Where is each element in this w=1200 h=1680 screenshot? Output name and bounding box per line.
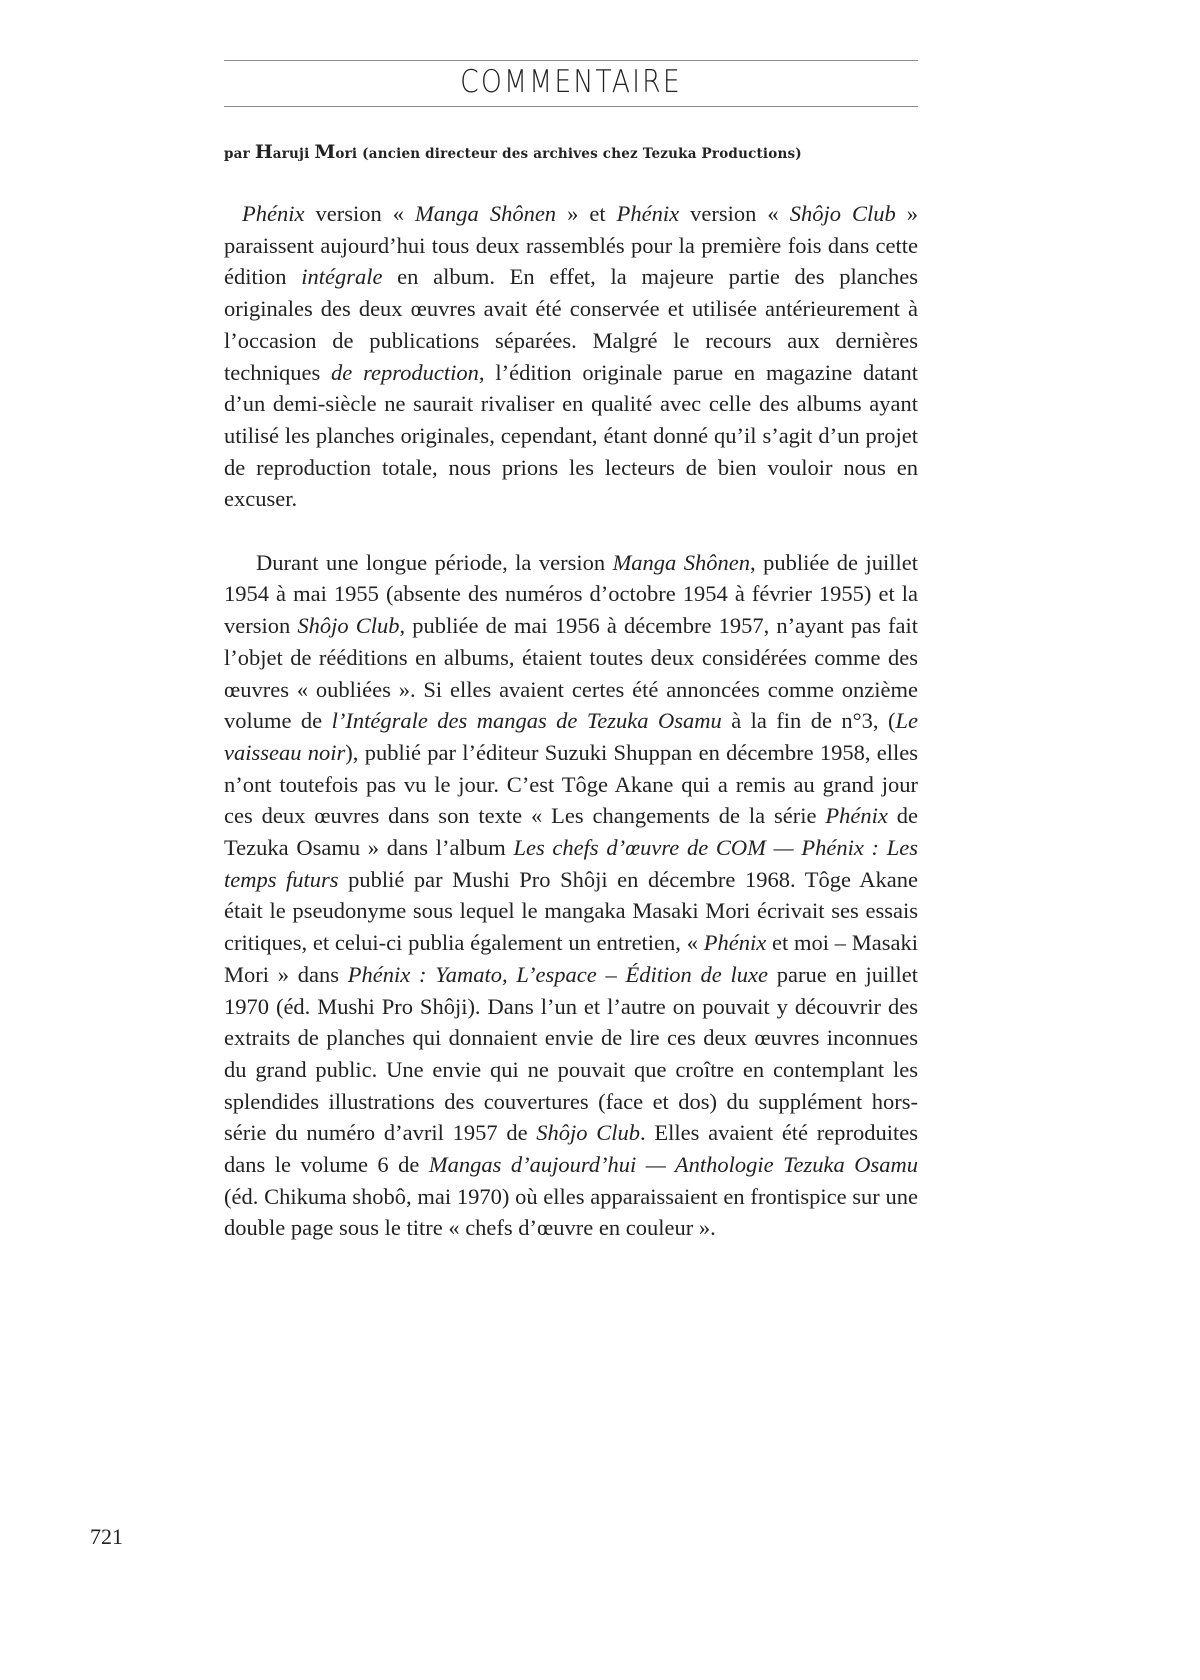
text-run: version « [304, 201, 416, 226]
italic-title: Shôjo Club [297, 613, 400, 639]
header-bottom-rule [224, 106, 918, 107]
italic-title: Phénix [825, 803, 888, 829]
paragraph-1 [224, 198, 918, 515]
byline-name-1: aruji [272, 146, 315, 162]
italic-title: Phénix : Yamato, L’espace – Édition de luxe [347, 961, 768, 987]
text-run: » et [556, 201, 617, 226]
header-top-rule [224, 60, 918, 61]
italic-title: intégrale [301, 264, 383, 290]
body-text [224, 198, 918, 1244]
text-run: ), publié par l’éditeur Suzuki Shuppan en décembre 1958, elles n’ont toutefois pas vu le jour. C’est Tôge Akane qui a remis au grand jour ces deux œuvres dans son texte « Les changements de la série [224, 739, 918, 829]
italic-title: Phénix [242, 201, 305, 226]
text-run: , l’édition originale parue en magazine datant d’un demi-siècle ne saurait rivaliser en qualité avec celle des albums ayant utilisé les planches originales, cependant, étant donné qu’il s’agit d’un projet de reproduction totale, nous prions les lecteurs de bien vouloir nous en excuser. [224, 359, 918, 512]
byline-initial-1: H [254, 141, 273, 163]
text-run: , publiée de juillet 1954 à mai 1955 (absente des numéros d’octobre 1954 à février 1955) et la version [224, 549, 918, 639]
text-run: publié par Mushi Pro Shôji en décembre 1968. Tôge Akane était le pseudonyme sous lequel le mangaka Masaki Mori écrivait ses essais critiques, et celui-ci publia également un entretien, « [224, 866, 918, 956]
text-run: , publiée de mai 1956 à décembre 1957, n’ayant pas fait l’objet de rééditions en albums, étaient toutes deux considérées comme des œuvres « oubliées ». Si elles avaient certes été annoncées comme onzième volume de [224, 613, 918, 734]
text-run: et moi – Masaki Mori » dans [224, 930, 918, 987]
page-title: COMMENTAIRE [460, 64, 682, 100]
text-run: Durant une longue période, la version [256, 549, 613, 575]
italic-title: Les chefs d’œuvre de COM — Phénix : Les temps futurs [224, 835, 918, 892]
byline-name-2: ori [335, 146, 358, 162]
byline-initial-2: M [314, 141, 336, 163]
text-run: de Tezuka Osamu » dans l’album [224, 803, 918, 861]
byline-par: par [224, 146, 255, 162]
text-run: en album. En effet, la majeure partie des planches originales des deux œuvres avait été conservée et utilisée antérieurement à l’occasion de publications séparées. Malgré le recours aux dernières techniques [224, 264, 918, 385]
text-run: . Elles avaient été reproduites dans le volume 6 de [224, 1120, 918, 1178]
paragraph-2 [224, 547, 918, 1244]
italic-title: Phénix [703, 930, 767, 956]
italic-title: Le vaisseau noir [224, 708, 918, 765]
byline-role: (ancien directeur des archives chez Tezuka Productions) [357, 146, 802, 162]
page-number: 721 [90, 1524, 123, 1549]
text-run: version « [679, 201, 790, 226]
author-byline [224, 141, 944, 163]
italic-title: Mangas d’aujourd’hui — Anthologie Tezuka Osamu [428, 1152, 918, 1178]
text-run: » paraissent aujourd’hui tous deux rassemblés pour la première fois dans cette édition [224, 201, 919, 290]
italic-title: Shôjo Club [536, 1120, 641, 1146]
italic-title: de reproduction [331, 359, 479, 385]
text-run: à la fin de n°3, ( [721, 708, 896, 734]
text-run: parue en juillet 1970 (éd. Mushi Pro Shôji). Dans l’un et l’autre on pouvait y découvrir des extraits de planches qui donnaient envie de lire ces deux œuvres inconnues du grand public. Une envie qui ne pouvait que croître en contemplant les splendides illustrations des couvertures (face et dos) du supplément hors-série du numéro d’avril 1957 de [224, 961, 918, 1146]
italic-title: Manga Shônen [612, 549, 751, 575]
italic-title: l’Intégrale des mangas de Tezuka Osamu [331, 708, 722, 734]
italic-title: Shôjo Club [789, 201, 896, 226]
italic-title: Manga Shônen [415, 201, 557, 226]
text-run: (éd. Chikuma shobô, mai 1970) où elles apparaissaient en frontispice sur une double page sous le titre « chefs d’œuvre en couleur ». [224, 1183, 918, 1241]
italic-title: Phénix [616, 201, 680, 226]
